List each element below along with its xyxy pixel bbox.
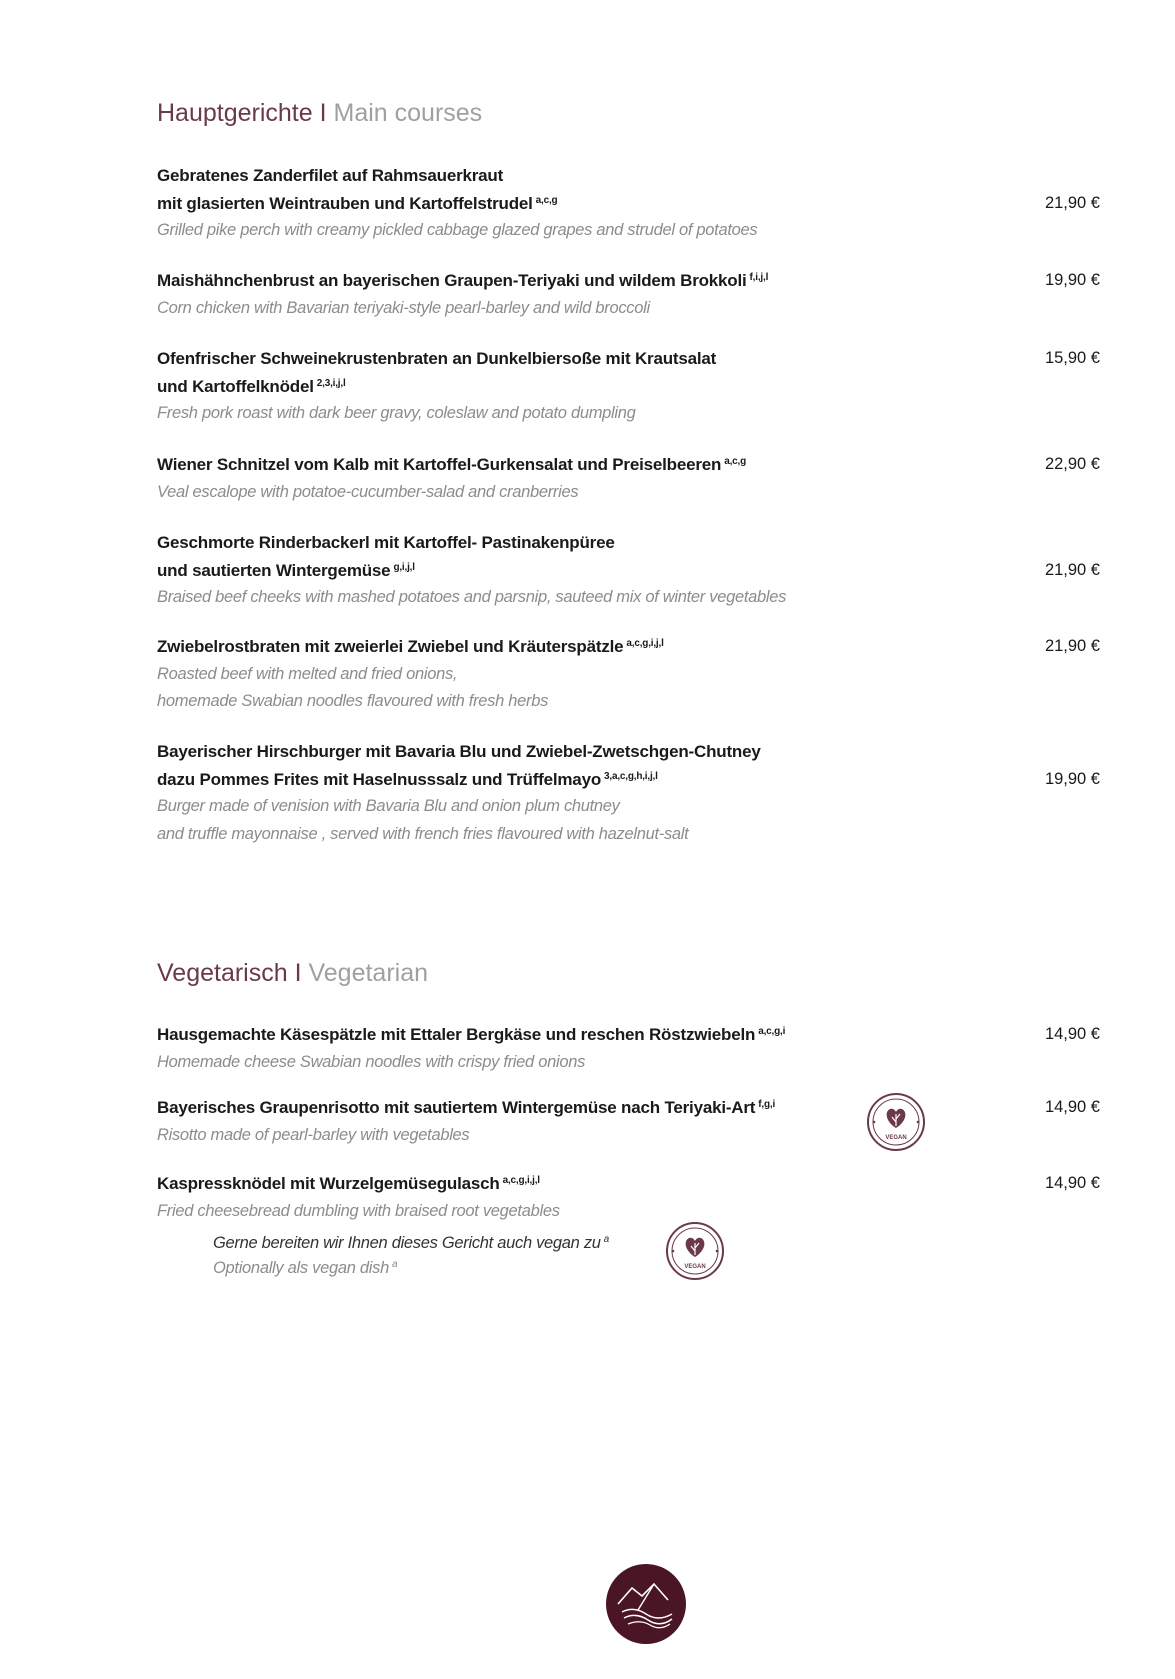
allergens: a,c,g — [535, 194, 558, 206]
menu-item — [157, 738, 1100, 849]
heading-de: Vegetarisch I — [157, 959, 302, 987]
dish-description: Veal escalope with potatoe-cucumber-salad and cranberries — [157, 482, 579, 501]
allergens: a,c,g — [724, 456, 746, 467]
dish-name: dazu Pommes Frites mit Haselnusssalz und Trüffelmayo — [157, 769, 602, 789]
dish-name: und sautierten Wintergemüse — [157, 560, 391, 580]
dish-description: Corn chicken with Bavarian teriyaki-style pearl-barley and wild broccoli — [157, 298, 650, 317]
dish-name: Maishähnchenbrust an bayerischen Graupen-Teriyaki und wildem Brokkoli — [157, 271, 747, 290]
note-de: Gerne bereiten wir Ihnen dieses Gericht auch vegan zu — [213, 1234, 601, 1252]
price: 15,90 € — [1044, 349, 1100, 367]
dish-name: und Kartoffelknödel — [157, 376, 314, 396]
dish-description: Roasted beef with melted and fried onions, — [157, 664, 458, 683]
heading-de: Hauptgerichte I — [157, 99, 327, 127]
price: 21,90 € — [1044, 637, 1100, 655]
dish-description: Braised beef cheeks with mashed potatoes and parsnip, sauteed mix of winter vegetables — [157, 588, 787, 607]
price: 21,90 € — [1044, 193, 1100, 212]
menu-item — [157, 1094, 1100, 1149]
allergens: a,c,g,i,j,l — [502, 1175, 540, 1186]
dish-name: Geschmorte Rinderbackerl mit Kartoffel- Pastinakenpüree — [157, 533, 615, 552]
menu-item — [157, 451, 1100, 506]
allergen-mark: a — [391, 1258, 398, 1270]
dish-description: Homemade cheese Swabian noodles with crispy fried onions — [157, 1052, 586, 1071]
heading-en: Vegetarian — [308, 959, 429, 987]
note-en: Optionally als vegan dish — [213, 1258, 389, 1277]
heading-en: Main courses — [333, 99, 483, 127]
badge-label: VEGAN — [684, 1264, 706, 1270]
menu-item — [157, 633, 1100, 716]
menu-item — [157, 162, 1100, 245]
menu-item — [157, 1170, 1100, 1225]
dish-description: Fresh pork roast with dark beer gravy, coleslaw and potato dumpling — [157, 404, 636, 423]
allergens: a,c,g,i,j,l — [626, 638, 664, 649]
menu-item — [157, 267, 1100, 322]
dish-name: Zwiebelrostbraten mit zweierlei Zwiebel und Kräuterspätzle — [157, 637, 624, 656]
allergens: g,i,j,l — [393, 561, 415, 573]
menu-item — [157, 529, 1100, 612]
allergens: 2,3,i,j,l — [316, 377, 346, 389]
price: 22,90 € — [1044, 455, 1100, 473]
badge-label: VEGAN — [885, 1135, 907, 1141]
dish-name: Wiener Schnitzel vom Kalb mit Kartoffel-Gurkensalat und Preiselbeeren — [157, 455, 722, 474]
dish-description: and truffle mayonnaise , served with french fries flavoured with hazelnut-salt — [157, 825, 689, 844]
price: 14,90 € — [1044, 1098, 1100, 1116]
menu-item — [157, 345, 1100, 428]
menu-item — [157, 1021, 1100, 1076]
price: 14,90 € — [1044, 1025, 1100, 1043]
restaurant-logo-icon — [606, 1564, 686, 1644]
vegan-badge-icon — [665, 1221, 725, 1281]
dish-name: Ofenfrischer Schweinekrustenbraten an Dunkelbiersoße mit Krautsalat — [157, 349, 717, 368]
vegan-badge-icon — [866, 1092, 926, 1152]
dish-description: Grilled pike perch with creamy pickled cabbage glazed grapes and strudel of potatoes — [157, 221, 758, 240]
allergens: a,c,g,i — [758, 1026, 786, 1037]
allergen-mark: a — [603, 1234, 609, 1245]
section-heading-vegetarian — [157, 958, 428, 988]
vegan-note — [213, 1231, 609, 1280]
dish-description: Burger made of venision with Bavaria Blu and onion plum chutney — [157, 797, 620, 816]
dish-description: Fried cheesebread dumbling with braised root vegetables — [157, 1201, 560, 1220]
allergens: 3,a,c,g,h,i,j,l — [604, 770, 658, 782]
dish-name: Gebratenes Zanderfilet auf Rahmsauerkraut — [157, 166, 504, 185]
dish-name: Bayerischer Hirschburger mit Bavaria Blu und Zwiebel-Zwetschgen-Chutney — [157, 742, 761, 761]
price: 21,90 € — [1044, 560, 1100, 579]
dish-name: Hausgemachte Käsespätzle mit Ettaler Bergkäse und reschen Röstzwiebeln — [157, 1025, 756, 1044]
section-heading-main — [157, 98, 482, 128]
price: 19,90 € — [1044, 271, 1100, 289]
price: 14,90 € — [1044, 1174, 1100, 1192]
dish-description: Risotto made of pearl-barley with vegetables — [157, 1125, 470, 1144]
dish-name: mit glasierten Weintrauben und Kartoffelstrudel — [157, 193, 533, 213]
allergens: f,i,j,l — [749, 272, 769, 283]
allergens: f,g,i — [758, 1099, 776, 1110]
dish-name: Kaspressknödel mit Wurzelgemüsegulasch — [157, 1174, 500, 1193]
price: 19,90 € — [1044, 769, 1100, 788]
dish-name: Bayerisches Graupenrisotto mit sautiertem Wintergemüse nach Teriyaki-Art — [157, 1098, 756, 1117]
dish-description: homemade Swabian noodles flavoured with fresh herbs — [157, 692, 549, 711]
